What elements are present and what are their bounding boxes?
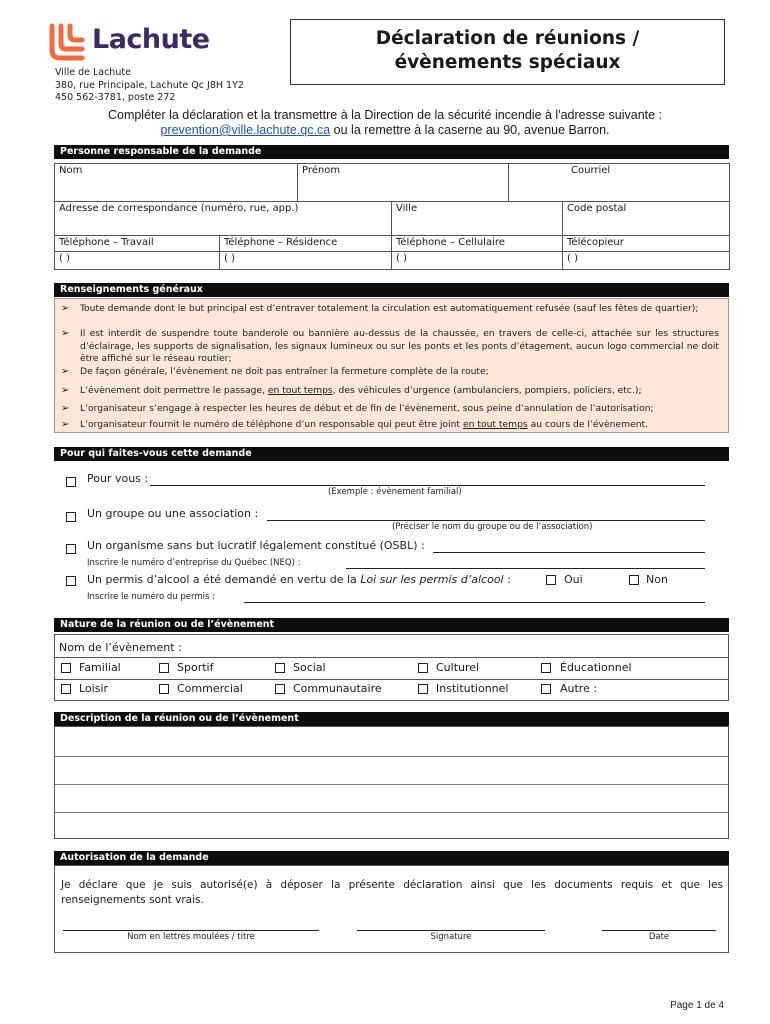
- tel-residence-input[interactable]: ( ): [220, 252, 392, 270]
- list-item: ➢ L’organisateur s’engage à respecter les heures de début et de fin de l’évènement, sous peine d’annulation de l’autorisation;: [61, 403, 654, 414]
- list-item: ➢ De façon générale, l’évènement ne doit pas entraîner la fermeture complète de la route;: [61, 366, 489, 377]
- renseignements-box: [54, 298, 729, 433]
- loisir-checkbox[interactable]: [61, 684, 71, 694]
- autre-checkbox[interactable]: [541, 684, 551, 694]
- permis-line[interactable]: [244, 602, 705, 603]
- culturel-label: Culturel: [436, 661, 480, 674]
- tel-travail-label: Téléphone – Travail: [55, 236, 220, 252]
- city-address: 380, rue Principale, Lachute Qc J8H 1Y2: [55, 79, 244, 91]
- logo: [46, 22, 236, 66]
- code-postal-field[interactable]: Code postal: [563, 202, 730, 236]
- nature-box: [54, 634, 729, 701]
- declaration-text: Je déclare que je suis autorisé(e) à déposer la présente déclaration ainsi que les documents requis et que les renseignements sont vrais.: [61, 879, 723, 906]
- list-item: ➢ Il est interdit de suspendre toute banderole ou bannière au-dessus de la chaussée, en travers de celle-ci, attachée sur les structures d’éclairage, les supports de signalisation, les signaux lumineux ou sur les ponts et les ponts d’étagement, aucun logo commercial ne doit être affiché sur le réseau routier;: [61, 328, 719, 364]
- autorisation-box: [54, 865, 729, 953]
- email-link[interactable]: prevention@ville.lachute.qc.ca: [160, 123, 331, 137]
- sportif-label: Sportif: [177, 661, 214, 674]
- adresse-field[interactable]: Adresse de correspondance (numéro, rue, app.): [55, 202, 392, 236]
- description-line: [55, 756, 728, 757]
- pour-vous-line[interactable]: [150, 485, 705, 486]
- description-box[interactable]: [54, 726, 729, 839]
- familial-checkbox[interactable]: [61, 663, 71, 673]
- instructions-line-1: Compléter la déclaration et la transmettre à la Direction de la sécurité incendie à l'adresse suivante :: [107, 108, 663, 122]
- neq-line[interactable]: [346, 568, 705, 569]
- culturel-checkbox[interactable]: [418, 663, 428, 673]
- educationnel-label: Éducationnel: [560, 661, 632, 674]
- social-checkbox[interactable]: [275, 663, 285, 673]
- section-autorisation-header: Autorisation de la demande: [54, 851, 729, 865]
- prenom-field[interactable]: Prénom: [298, 164, 509, 202]
- arrow-bullet-icon: ➢: [61, 403, 70, 414]
- city-name: Ville de Lachute: [55, 67, 131, 78]
- groupe-checkbox[interactable]: [66, 512, 76, 522]
- osbl-line[interactable]: [433, 552, 705, 553]
- neq-hint: Inscrire le numéro d’entreprise du Québec (NEQ) :: [87, 558, 301, 568]
- telecopieur-input[interactable]: ( ): [563, 252, 730, 270]
- social-label: Social: [293, 661, 326, 674]
- signature-line[interactable]: [357, 930, 545, 931]
- section-nature-header: Nature de la réunion ou de l’évènement: [54, 618, 729, 632]
- description-line: [55, 812, 728, 813]
- list-item: ➢ L’évènement doit permettre le passage, en tout temps, des véhicules d’urgence (ambulanciers, pompiers, policiers, etc.);: [61, 385, 642, 396]
- signature-label: Signature: [430, 932, 472, 942]
- arrow-bullet-icon: ➢: [61, 366, 70, 377]
- ville-field[interactable]: Ville: [392, 202, 563, 236]
- lachute-logo-icon: [46, 22, 90, 62]
- commercial-checkbox[interactable]: [159, 684, 169, 694]
- communautaire-checkbox[interactable]: [275, 684, 285, 694]
- autre-label: Autre :: [560, 682, 598, 695]
- arrow-bullet-icon: ➢: [61, 303, 70, 314]
- sportif-checkbox[interactable]: [159, 663, 169, 673]
- commercial-label: Commercial: [177, 682, 243, 695]
- pour-vous-checkbox[interactable]: [66, 477, 76, 487]
- arrow-bullet-icon: ➢: [61, 328, 70, 339]
- title-line-2: évènements spéciaux: [394, 52, 621, 73]
- nom-titre-line[interactable]: [63, 930, 319, 931]
- tel-cellulaire-input[interactable]: ( ): [392, 252, 563, 270]
- tel-residence-label: Téléphone – Résidence: [220, 236, 392, 252]
- tel-travail-input[interactable]: ( ): [55, 252, 220, 270]
- permis-hint: Inscrire le numéro du permis :: [87, 592, 215, 602]
- nom-titre-label: Nom en lettres moulées / titre: [127, 932, 255, 942]
- section-description-header: Description de la réunion ou de l’évènement: [54, 712, 729, 726]
- non-checkbox[interactable]: [629, 575, 639, 585]
- logo-text: Lachute: [92, 24, 210, 55]
- permis-alcool-checkbox[interactable]: [66, 576, 76, 586]
- telecopieur-label: Télécopieur: [563, 236, 730, 252]
- responsable-table: [54, 163, 730, 270]
- loisir-label: Loisir: [79, 682, 109, 695]
- city-phone: 450 562-3781, poste 272: [55, 92, 176, 103]
- arrow-bullet-icon: ➢: [61, 385, 70, 396]
- groupe-line[interactable]: [267, 520, 705, 521]
- description-line: [55, 784, 728, 785]
- section-renseignements-header: Renseignements généraux: [54, 283, 729, 297]
- institutionnel-label: Institutionnel: [436, 682, 509, 695]
- institutionnel-checkbox[interactable]: [418, 684, 428, 694]
- list-item: ➢ Toute demande dont le but principal est d’entraver totalement la circulation est automatiquement refusée (sauf les fêtes de quartier);: [61, 303, 699, 314]
- date-label: Date: [648, 932, 670, 942]
- section-pour-qui-header: Pour qui faites-vous cette demande: [54, 447, 729, 461]
- courriel-field[interactable]: Courriel: [509, 164, 730, 202]
- non-label: Non: [646, 573, 668, 586]
- arrow-bullet-icon: ➢: [61, 419, 70, 430]
- nom-evenement-label: Nom de l’évènement :: [59, 641, 182, 654]
- communautaire-label: Communautaire: [293, 682, 382, 695]
- pour-qui-box: [54, 463, 729, 606]
- tel-cellulaire-label: Téléphone – Cellulaire: [392, 236, 563, 252]
- list-item: ➢ L’organisateur fournit le numéro de téléphone d’un responsable qui peut être joint en tout temps au cours de l’évènement.: [61, 419, 649, 430]
- permis-alcool-label: Un permis d’alcool a été demandé en vertu de la Loi sur les permis d’alcool :: [87, 573, 511, 586]
- osbl-label: Un organisme sans but lucratif légalement constitué (OSBL) :: [87, 539, 425, 552]
- pour-vous-hint: (Exemple : évènement familial): [328, 487, 462, 497]
- oui-label: Oui: [564, 573, 583, 586]
- instructions-line-2: ou la remettre à la caserne au 90, avenue Barron.: [330, 123, 610, 137]
- groupe-label: Un groupe ou une association :: [87, 507, 259, 520]
- title-line-1: Déclaration de réunions /: [375, 28, 640, 49]
- page-number: Page 1 de 4: [670, 1000, 724, 1011]
- instructions: [40, 108, 730, 138]
- familial-label: Familial: [79, 661, 121, 674]
- date-line[interactable]: [602, 930, 716, 931]
- educationnel-checkbox[interactable]: [541, 663, 551, 673]
- oui-checkbox[interactable]: [546, 575, 556, 585]
- document-title: [290, 19, 725, 85]
- nom-field[interactable]: Nom: [55, 164, 298, 202]
- osbl-checkbox[interactable]: [66, 544, 76, 554]
- city-info: [55, 67, 244, 105]
- groupe-hint: (Préciser le nom du groupe ou de l’association): [392, 522, 593, 532]
- pour-vous-label: Pour vous :: [87, 472, 149, 485]
- section-responsable-header: Personne responsable de la demande: [54, 145, 729, 159]
